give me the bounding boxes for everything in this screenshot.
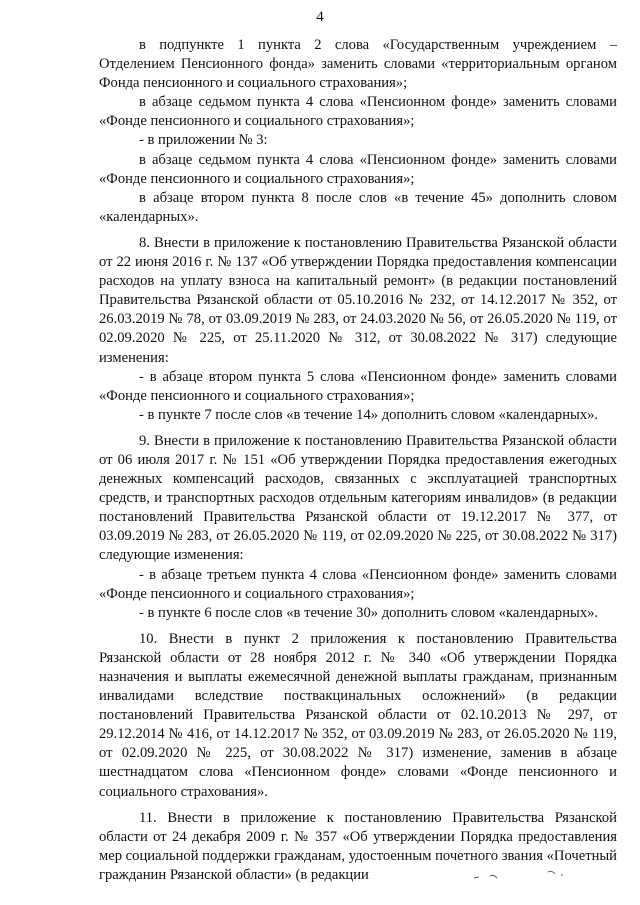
paragraph: - в приложении № 3: bbox=[139, 132, 268, 149]
paragraph: 11. Внести в приложение к постановлению Правительства Рязанской области от 24 декабря 2009 г. № 357 «Об утверждении Порядка предоставления мер социальной поддержки гражданам, удостоенным почетного звания «Почетный гражданин Рязанской области» (в редакции bbox=[99, 809, 617, 883]
paragraph: в абзаце втором пункта 8 после слов «в течение 45» дополнить словом «календарных». bbox=[99, 189, 617, 225]
paragraph: в абзаце седьмом пункта 4 слова «Пенсионном фонде» заменить словами «Фонде пенсионного и социального страхования»; bbox=[99, 151, 617, 187]
paragraph: - в абзаце втором пункта 5 слова «Пенсионном фонде» заменить словами «Фонде пенсионного и социального страхования»; bbox=[99, 368, 617, 404]
scan-artifact-marks bbox=[470, 866, 590, 886]
paragraph: 10. Внести в пункт 2 приложения к постановлению Правительства Рязанской области от 28 ноября 2012 г. № 340 «Об утверждении Порядка назначения и выплаты ежемесячной денежной выплаты гражданам, признанным инвалидами вследствие поствакцинальных осложнений» (в редакции постановлений Правительства Рязанской области от 02.10.2013 № 297, от 29.12.2014 № 416, от 14.12.2017 № 352, от 03.09.2019 № 283, от 26.05.2020 № 119, от 02.09.2020 № 225, от 30.08.2022 № 317) изменение, заменив в абзаце шестнадцатом слова «Пенсионном фонде» словами «Фонде пенсионного и социального страхования». bbox=[99, 630, 617, 800]
paragraph: - в пункте 7 после слов «в течение 14» дополнить словом «календарных». bbox=[139, 406, 599, 423]
paragraph: - в пункте 6 после слов «в течение 30» дополнить словом «календарных». bbox=[139, 604, 599, 621]
document-body bbox=[99, 36, 617, 885]
paragraph: в абзаце седьмом пункта 4 слова «Пенсионном фонде» заменить словами «Фонде пенсионного и социального страхования»; bbox=[99, 94, 617, 130]
paragraph: 9. Внести в приложение к постановлению Правительства Рязанской области от 06 июля 2017 г. № 151 «Об утверждении Порядка предоставления ежегодных денежных компенсаций расходов, связанных с эксплуатацией транспортных средств, и транспортных расходов отдельным категориям инвалидов» (в редакции постановлений Правительства Рязанской области от 19.12.2017 № 377, от 03.09.2019 № 283, от 26.05.2020 № 119, от 02.09.2020 № 225, от 30.08.2022 № 317) следующие изменения: bbox=[99, 432, 617, 564]
page-number: 4 bbox=[316, 9, 324, 25]
paragraph: - в абзаце третьем пункта 4 слова «Пенсионном фонде» заменить словами «Фонде пенсионного и социального страхования»; bbox=[99, 566, 617, 602]
paragraph: 8. Внести в приложение к постановлению Правительства Рязанской области от 22 июня 2016 г. № 137 «Об утверждении Порядка предоставления компенсации расходов на уплату взноса на капитальный ремонт» (в редакции постановлений Правительства Рязанской области от 05.10.2016 № 232, от 14.12.2017 № 352, от 26.03.2019 № 78, от 03.09.2019 № 283, от 24.03.2020 № 56, от 26.05.2020 № 119, от 02.09.2020 № 225, от 25.11.2020 № 312, от 30.08.2022 № 317) следующие изменения: bbox=[99, 234, 617, 366]
paragraph: в подпункте 1 пункта 2 слова «Государственным учреждением – Отделением Пенсионного фонда» заменить словами «территориальным органом Фонда пенсионного и социального страхования»; bbox=[99, 37, 617, 92]
